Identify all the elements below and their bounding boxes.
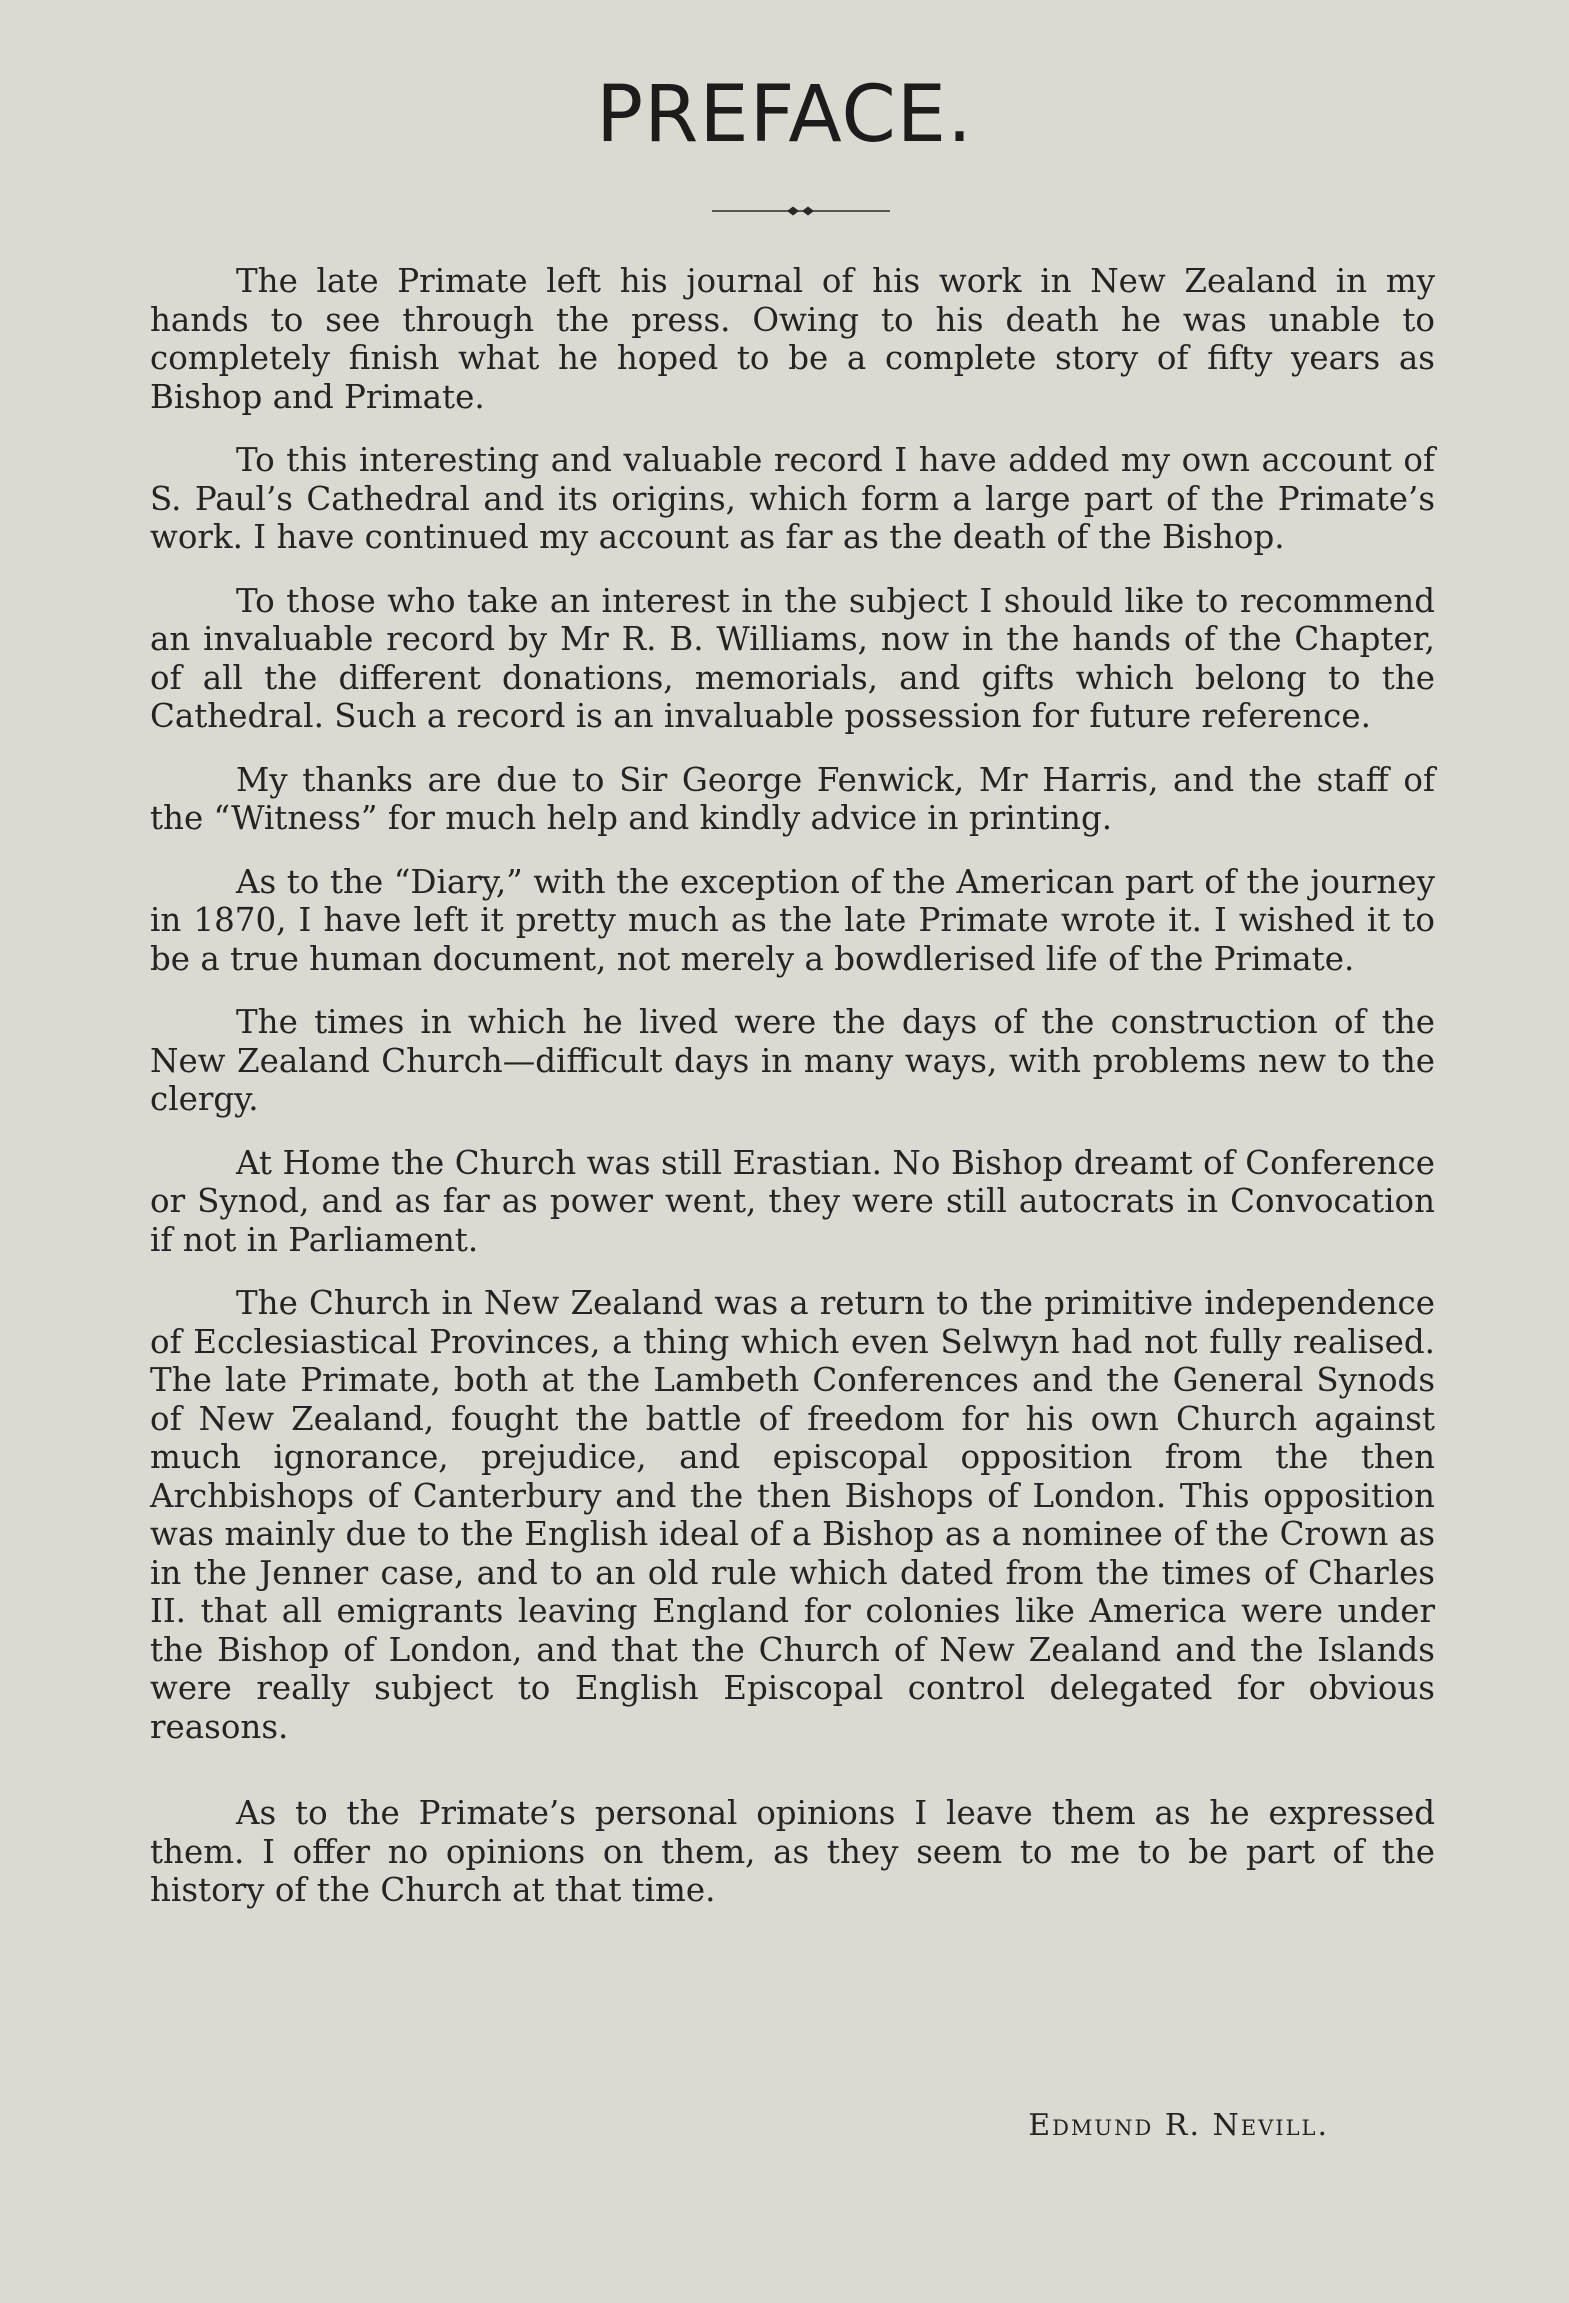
paragraph-3: To those who take an interest in the subject I should like to recommend an invaluable record by Mr R. B. Williams, now in the hands of the Chapter, of all the different donations, memorials, and gifts which belong to the Cathedral. Such a record is an invaluable possession for future reference. — [150, 581, 1435, 735]
paragraph-4: My thanks are due to Sir George Fenwick, Mr Harris, and the staff of the “Witness” for much help and kindly advice in printing. — [150, 760, 1435, 837]
page-title: PREFACE. — [596, 70, 973, 160]
preface-body — [150, 262, 1435, 1935]
paragraph-6: The times in which he lived were the days of the construction of the New Zealand Church—difficult days in many ways, with problems new to the clergy. — [150, 1003, 1435, 1118]
author-signature: Edmund R. Nevill. — [1028, 2108, 1329, 2143]
divider-ornament-icon — [712, 205, 890, 217]
paragraph-9: As to the Primate’s personal opinions I leave them as he expressed them. I offer no opinions on them, as they seem to me to be part of the history of the Church at that time. — [150, 1794, 1435, 1909]
paragraph-2: To this interesting and valuable record I have added my own account of S. Paul’s Cathedral and its origins, which form a large part of the Primate’s work. I have continued my account as far as the death of the Bishop. — [150, 441, 1435, 556]
paragraph-5: As to the “Diary,” with the exception of the American part of the journey in 1870, I have left it pretty much as the late Primate wrote it. I wished it to be a true human document, not merely a bowdlerised life of the Primate. — [150, 862, 1435, 978]
paragraph-8: The Church in New Zealand was a return to the primitive independence of Ecclesiastical Provinces, a thing which even Selwyn had not fully realised. The late Primate, both at the Lambeth Conferences and the General Synods of New Zealand, fought the battle of freedom for his own Church against much ignorance, prejudice, and episcopal opposition from the then Archbishops of Canterbury and the then Bishops of London. This opposition was mainly due to the English ideal of a Bishop as a nominee of the Crown as in the Jenner case, and to an old rule which dated from the times of Charles II. that all emigrants leaving England for colonies like America were under the Bishop of London, and that the Church of New Zealand and the Islands were really subject to English Episcopal control delegated for obvious reasons. — [150, 1284, 1435, 1746]
paragraph-7: At Home the Church was still Erastian. No Bishop dreamt of Conference or Synod, and as far as power went, they were still autocrats in Convocation if not in Parliament. — [150, 1143, 1435, 1259]
paragraph-1: The late Primate left his journal of his work in New Zealand in my hands to see through the press. Owing to his death he was unable to completely finish what he hoped to be a complete story of fifty years as Bishop and Primate. — [150, 262, 1435, 416]
